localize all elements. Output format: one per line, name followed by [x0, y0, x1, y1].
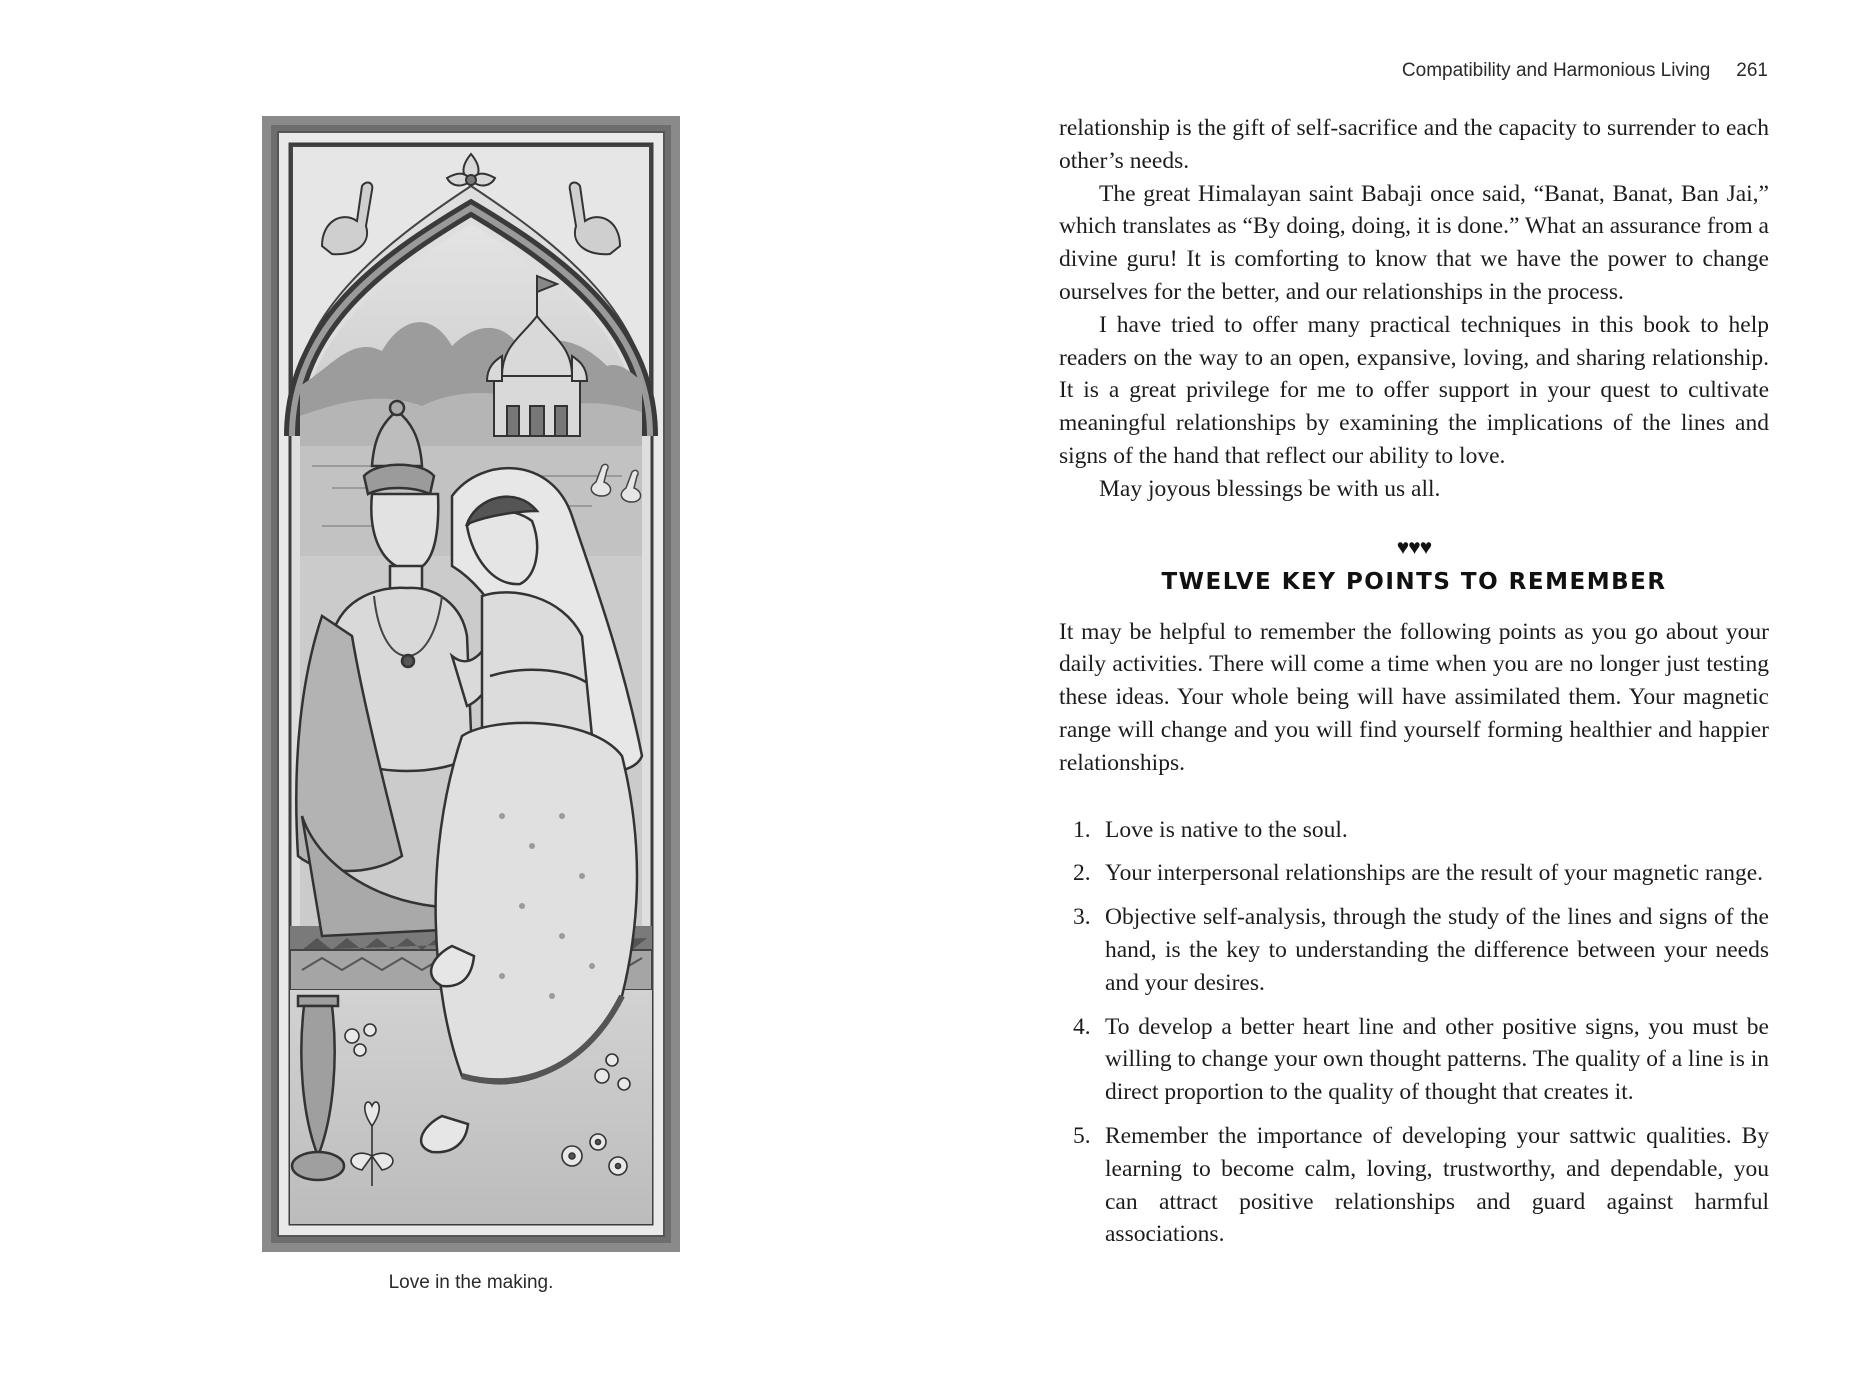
list-item-number: 2. — [1073, 860, 1091, 887]
list-item — [1059, 901, 1769, 999]
list-item — [1059, 814, 1769, 847]
list-item-text: Remember the importance of developing your sattwic qualities. By learning to become calm, loving, trustworthy, and dependable, you can attract positive relationships and guard against harmful associations. — [1105, 1122, 1769, 1248]
body-text — [1059, 112, 1769, 1262]
illustration — [262, 116, 680, 1252]
section-heading: TWELVE KEY POINTS TO REMEMBER — [1161, 568, 1667, 595]
list-item-text: To develop a better heart line and other positive signs, you must be willing to change your own thought patterns. The quality of a line is in direct proportion to the quality of thought that creates it. — [1105, 1013, 1769, 1106]
page-number: 261 — [1736, 60, 1768, 81]
hearts-ornament-icon: ♥♥♥ — [1396, 534, 1432, 559]
list-item-number: 5. — [1073, 1122, 1091, 1149]
list-item-number: 3. — [1073, 904, 1091, 931]
running-head — [1402, 60, 1768, 82]
list-item-text: Your interpersonal relationships are the result of your magnetic range. — [1105, 860, 1764, 887]
radha-krishna-illustration-icon — [262, 116, 680, 1252]
list-item — [1059, 1011, 1769, 1109]
list-item — [1059, 1120, 1769, 1251]
paragraph: May joyous blessings be with us all. — [1099, 475, 1441, 502]
list-item-text: Objective self-analysis, through the study of the lines and signs of the hand, is the key to understanding the difference between your needs and your desires. — [1105, 904, 1769, 996]
list-item — [1059, 857, 1769, 890]
paragraph: I have tried to offer many practical techniques in this book to help readers on the way to an open, expansive, loving, and sharing relationship. It is a great privilege for me to offer support in your quest to cultivate meaningful relationships by examining the implications of the lines and signs of the hand that reflect our ability to love. — [1059, 311, 1769, 469]
figure-caption: Love in the making. — [388, 1272, 554, 1293]
key-points-list — [1059, 814, 1769, 1252]
list-item-text: Love is native to the soul. — [1105, 816, 1348, 843]
paragraph: The great Himalayan saint Babaji once said, “Banat, Banat, Ban Jai,” which translates as “By doing, doing, it is done.” What an assurance from a divine guru! It is comforting to know that we have the power to change ourselves for the better, and our relationships in the process. — [1059, 180, 1769, 305]
paragraph-continued: relationship is the gift of self-sacrifice and the capacity to surrender to each other’s needs. — [1059, 115, 1769, 174]
intro-paragraph: It may be helpful to remember the following points as you go about your daily activities. There will come a time when you are no longer just testing these ideas. Your whole being will have assimilated them. Your magnetic range will change and you will find yourself forming healthier and happier relationships. — [1059, 618, 1769, 776]
list-item-number: 1. — [1073, 816, 1091, 843]
running-head-title: Compatibility and Harmonious Living — [1401, 60, 1711, 81]
list-item-number: 4. — [1073, 1013, 1091, 1040]
right-page — [933, 0, 1866, 1400]
